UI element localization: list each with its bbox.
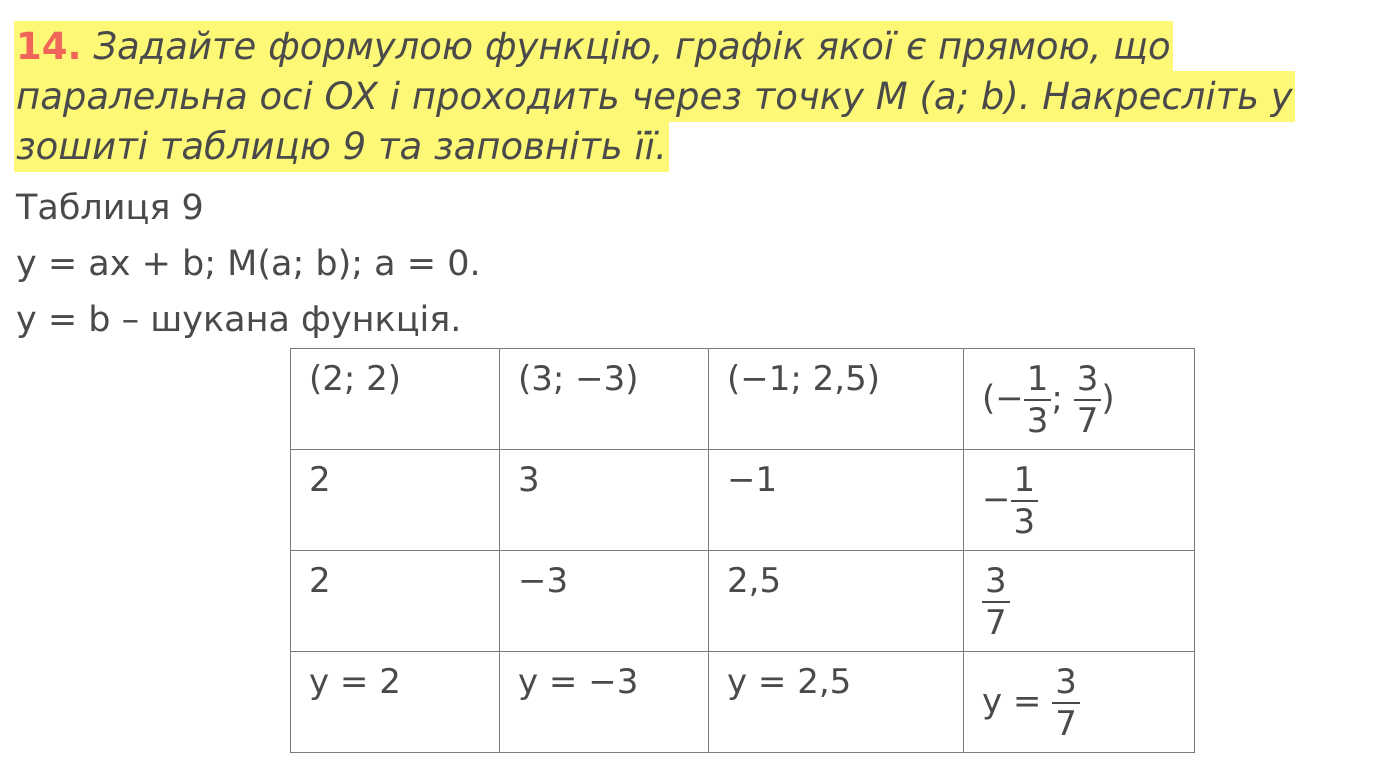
fraction — [1052, 662, 1080, 744]
fraction — [982, 561, 1010, 643]
denominator: 3 — [1026, 401, 1049, 441]
table-cell — [964, 349, 1195, 450]
table-cell: (3; −3) — [500, 349, 709, 450]
table-row — [291, 551, 1195, 652]
table-cell: (−1; 2,5) — [709, 349, 964, 450]
table-cell: (2; 2) — [291, 349, 500, 450]
table-row — [291, 652, 1195, 753]
fraction — [1024, 359, 1052, 441]
table-cell: y = −3 — [500, 652, 709, 753]
solution-line-2: y = b – шукана функція. — [16, 300, 462, 340]
separator: ; — [1051, 378, 1063, 419]
numerator: 1 — [1011, 460, 1039, 502]
cell-prefix: y = — [982, 681, 1053, 722]
table-9 — [290, 348, 1195, 753]
table-caption: Таблиця 9 — [16, 188, 204, 228]
table-cell — [964, 551, 1195, 652]
denominator: 7 — [1076, 401, 1099, 441]
table-cell: 3 — [500, 450, 709, 551]
task-number: 14. — [16, 25, 82, 68]
cell-prefix: − — [982, 479, 1011, 520]
denominator: 7 — [985, 603, 1007, 643]
numerator: 3 — [982, 561, 1010, 603]
fraction — [1074, 359, 1102, 441]
table-cell: 2,5 — [709, 551, 964, 652]
numerator: 3 — [1052, 662, 1080, 704]
task-line-3: зошиті таблицю 9 та заповніть її. — [14, 121, 669, 172]
task-line-1: Задайте формулою функцію, графік якої є прямою, що — [93, 25, 1171, 68]
table-row — [291, 450, 1195, 551]
table-cell: y = 2,5 — [709, 652, 964, 753]
table-cell — [964, 450, 1195, 551]
cell-prefix: (− — [982, 378, 1024, 419]
table-cell: 2 — [291, 450, 500, 551]
numerator: 3 — [1074, 359, 1102, 401]
table-row — [291, 349, 1195, 450]
table-cell — [964, 652, 1195, 753]
table-cell: y = 2 — [291, 652, 500, 753]
numerator: 1 — [1024, 359, 1052, 401]
denominator: 3 — [1013, 502, 1036, 542]
solution-line-1: y = ax + b; M(a; b); a = 0. — [16, 244, 481, 284]
table-cell: −3 — [500, 551, 709, 652]
denominator: 7 — [1055, 704, 1077, 744]
task-statement — [14, 22, 1364, 172]
table-cell: 2 — [291, 551, 500, 652]
task-line-2: паралельна осі OX і проходить через точку М (a; b). Накресліть у — [14, 71, 1295, 122]
table-cell: −1 — [709, 450, 964, 551]
fraction — [1011, 460, 1039, 542]
cell-suffix: ) — [1101, 378, 1115, 419]
